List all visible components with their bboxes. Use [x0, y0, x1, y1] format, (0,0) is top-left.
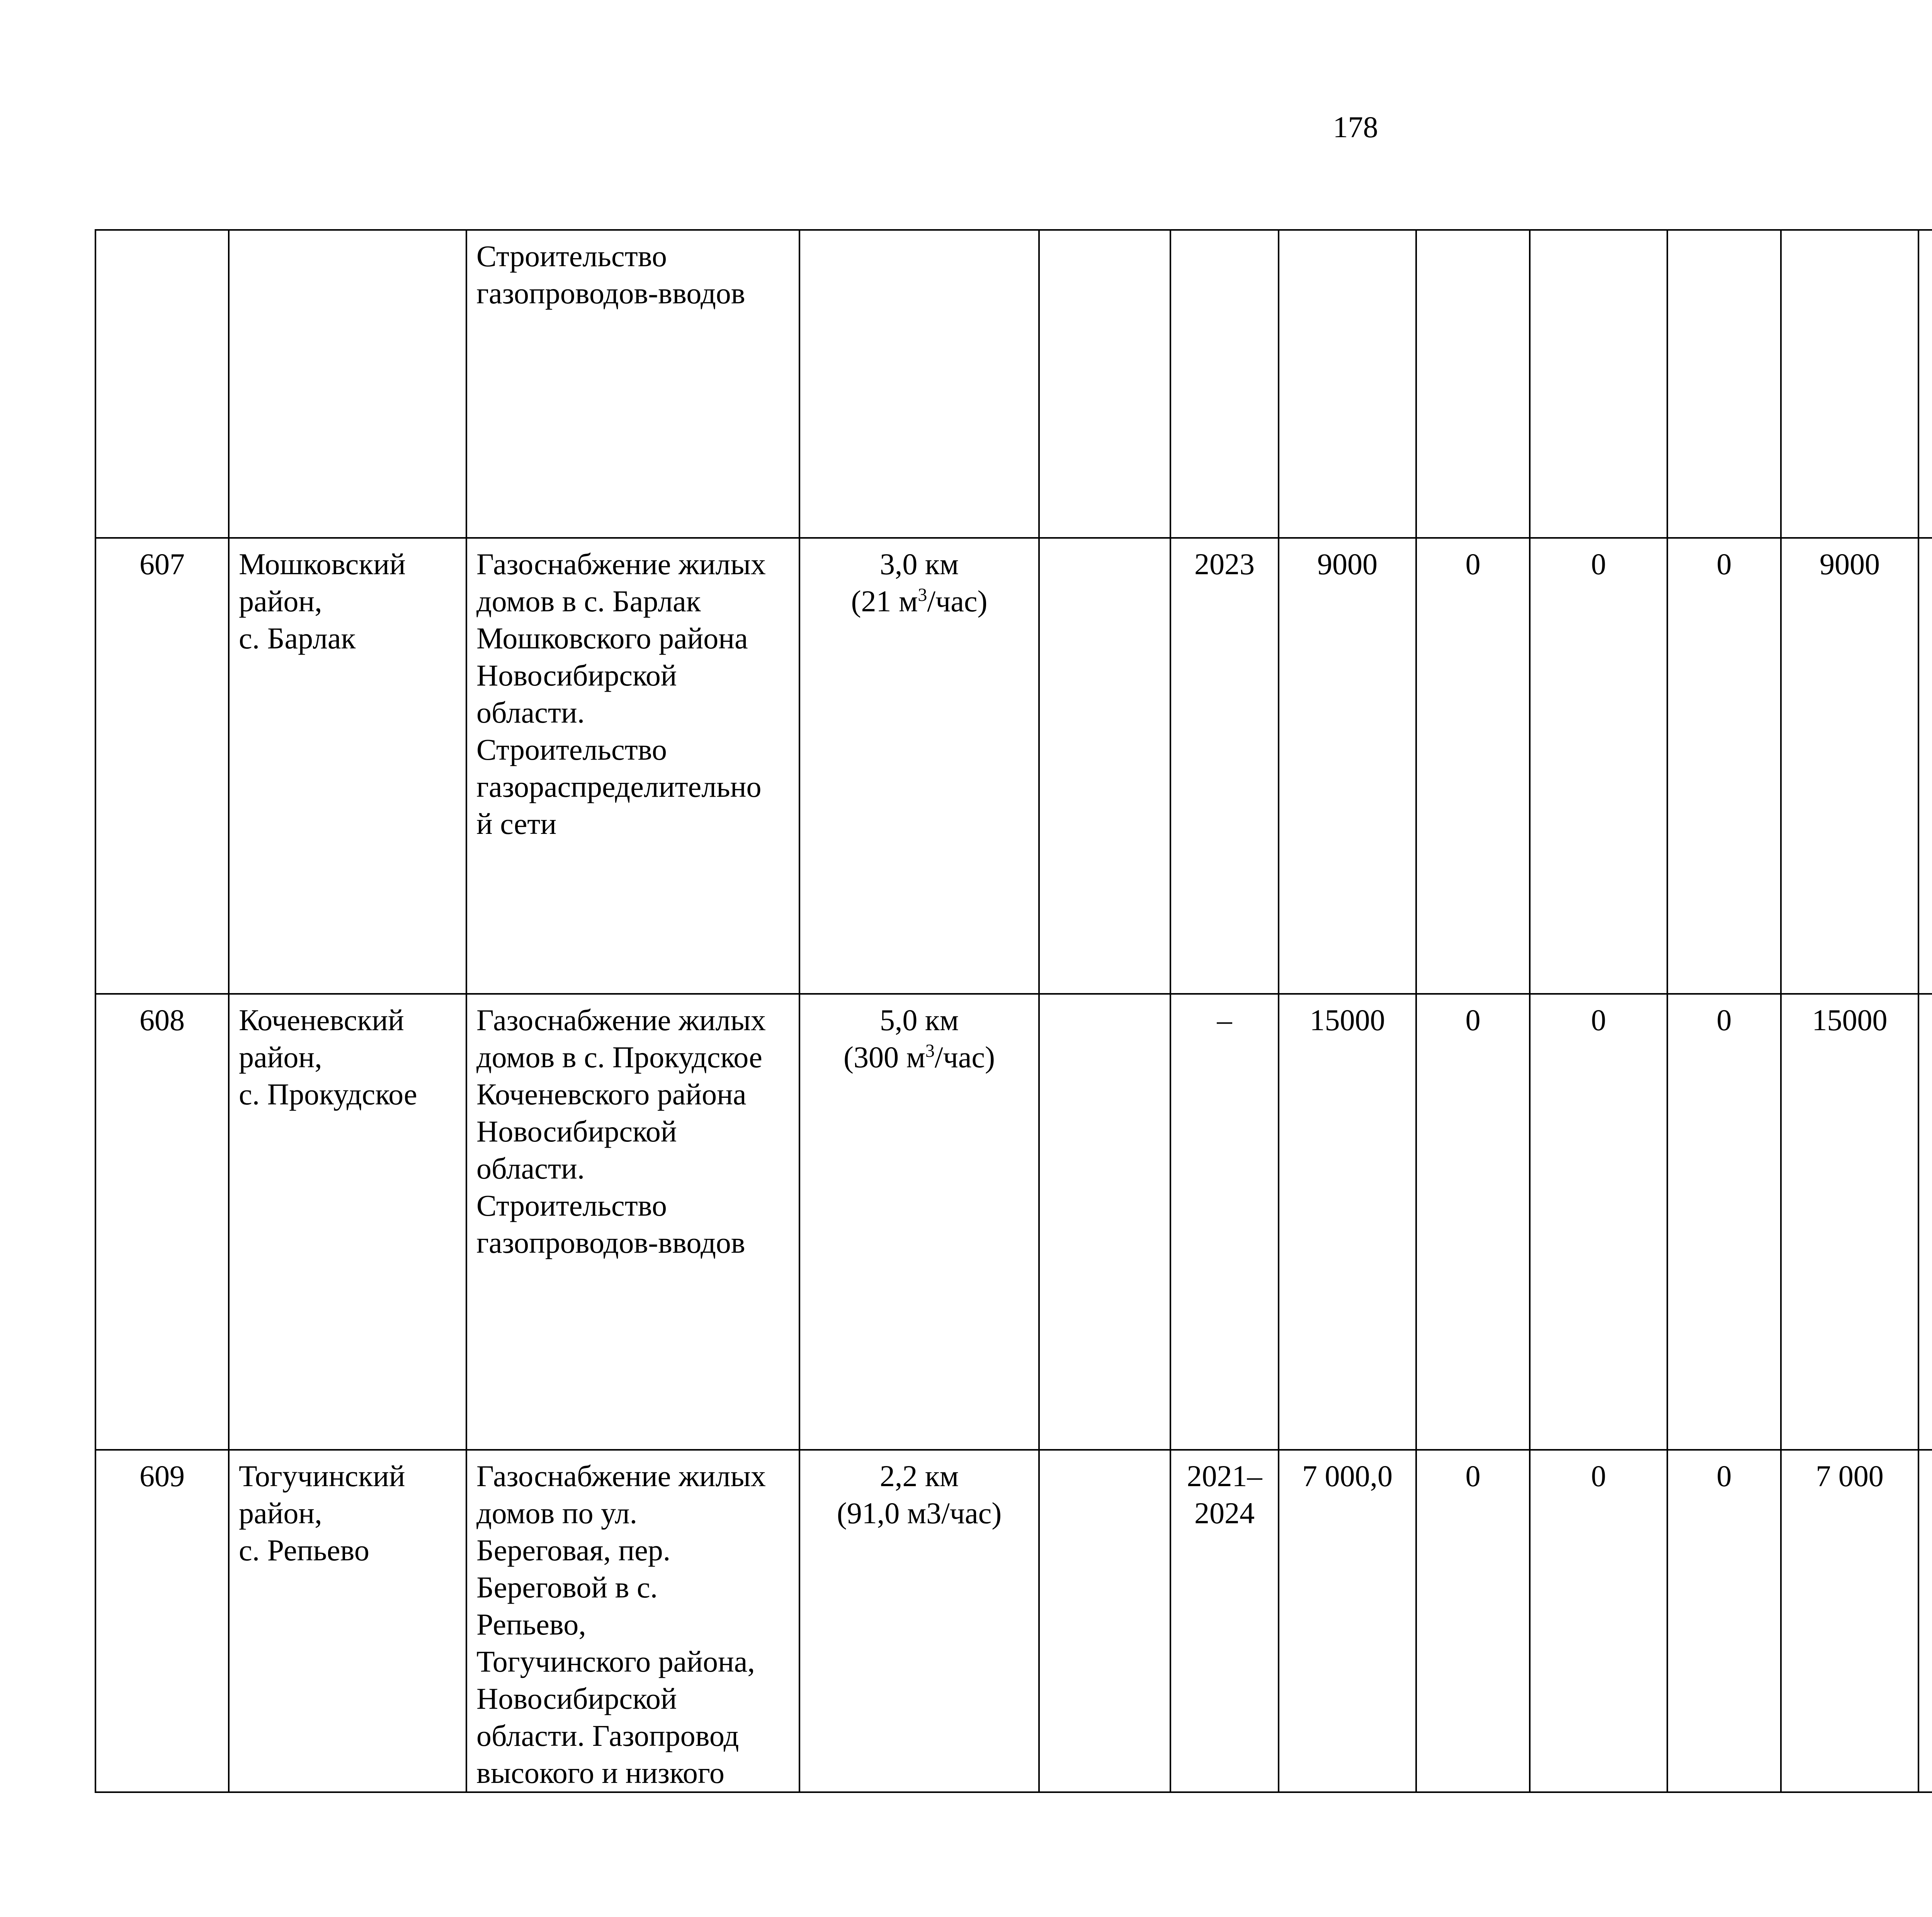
cell-col5: [1039, 994, 1170, 1450]
cell-contractor: [1918, 230, 1932, 538]
table-row: [95, 994, 1932, 1450]
cell-value-2: 0: [1530, 1450, 1667, 1792]
capacity-tail: /час): [927, 584, 988, 618]
cell-value-4: 9000: [1781, 538, 1918, 994]
cell-period: 2021– 2024: [1170, 1450, 1279, 1792]
cell-value-4: 15000: [1781, 994, 1918, 1450]
cell-description: Газоснабжение жилых домов в с. Прокудское Коченевского района Новосибирской области. Строительство газопроводов-вводов: [466, 994, 799, 1450]
table-row: [95, 538, 1932, 994]
cell-contractor: [1918, 1450, 1932, 1792]
cell-value-2: [1530, 230, 1667, 538]
capacity-superscript: 3: [918, 585, 927, 605]
table-row: [95, 230, 1932, 538]
cell-period: 2023: [1170, 538, 1279, 994]
capacity-superscript: 3: [925, 1041, 935, 1061]
cell-description: Газоснабжение жилых домов по ул. Береговая, пер. Береговой в с. Репьево, Тогучинского района, Новосибирской области. Газопровод высокого и низкого: [466, 1450, 799, 1792]
cell-value-1: 0: [1416, 994, 1530, 1450]
cell-value-4: [1781, 230, 1918, 538]
cell-district: Мошковский район, с. Барлак: [229, 538, 466, 994]
page-number: 178: [1333, 110, 1378, 144]
cell-value-3: 0: [1667, 1450, 1781, 1792]
cell-total: 7 000,0: [1279, 1450, 1416, 1792]
cell-number: [95, 230, 229, 538]
cell-value-3: 0: [1667, 994, 1781, 1450]
capacity-main: 3,0 км (21 м: [851, 547, 959, 618]
cell-value-1: [1416, 230, 1530, 538]
cell-col5: [1039, 1450, 1170, 1792]
cell-number: 607: [95, 538, 229, 994]
cell-number: 609: [95, 1450, 229, 1792]
cell-contractor: [1918, 538, 1932, 994]
cell-col5: [1039, 230, 1170, 538]
cell-value-2: 0: [1530, 538, 1667, 994]
cell-capacity: 2,2 км (91,0 м3/час): [799, 1450, 1039, 1792]
capacity-tail: /час): [934, 1040, 995, 1074]
cell-total: 9000: [1279, 538, 1416, 994]
cell-capacity: [799, 994, 1039, 1450]
cell-col5: [1039, 538, 1170, 994]
cell-value-3: 0: [1667, 538, 1781, 994]
cell-capacity: [799, 538, 1039, 994]
gasification-table: [95, 229, 1932, 1793]
cell-period: [1170, 230, 1279, 538]
cell-description: Строительство газопроводов-вводов: [466, 230, 799, 538]
cell-value-1: 0: [1416, 538, 1530, 994]
cell-period: –: [1170, 994, 1279, 1450]
cell-value-3: [1667, 230, 1781, 538]
cell-value-4: 7 000: [1781, 1450, 1918, 1792]
cell-district: [229, 230, 466, 538]
cell-total: 15000: [1279, 994, 1416, 1450]
cell-description: Газоснабжение жилых домов в с. Барлак Мошковского района Новосибирской области. Строительство газораспределительно й сети: [466, 538, 799, 994]
table-row: [95, 1450, 1932, 1792]
cell-district: Тогучинский район, с. Репьево: [229, 1450, 466, 1792]
cell-number: 608: [95, 994, 229, 1450]
cell-value-1: 0: [1416, 1450, 1530, 1792]
cell-value-2: 0: [1530, 994, 1667, 1450]
cell-capacity: [799, 230, 1039, 538]
cell-total: [1279, 230, 1416, 538]
cell-contractor: [1918, 994, 1932, 1450]
capacity-main: 5,0 км (300 м: [844, 1003, 959, 1074]
cell-district: Коченевский район, с. Прокудское: [229, 994, 466, 1450]
